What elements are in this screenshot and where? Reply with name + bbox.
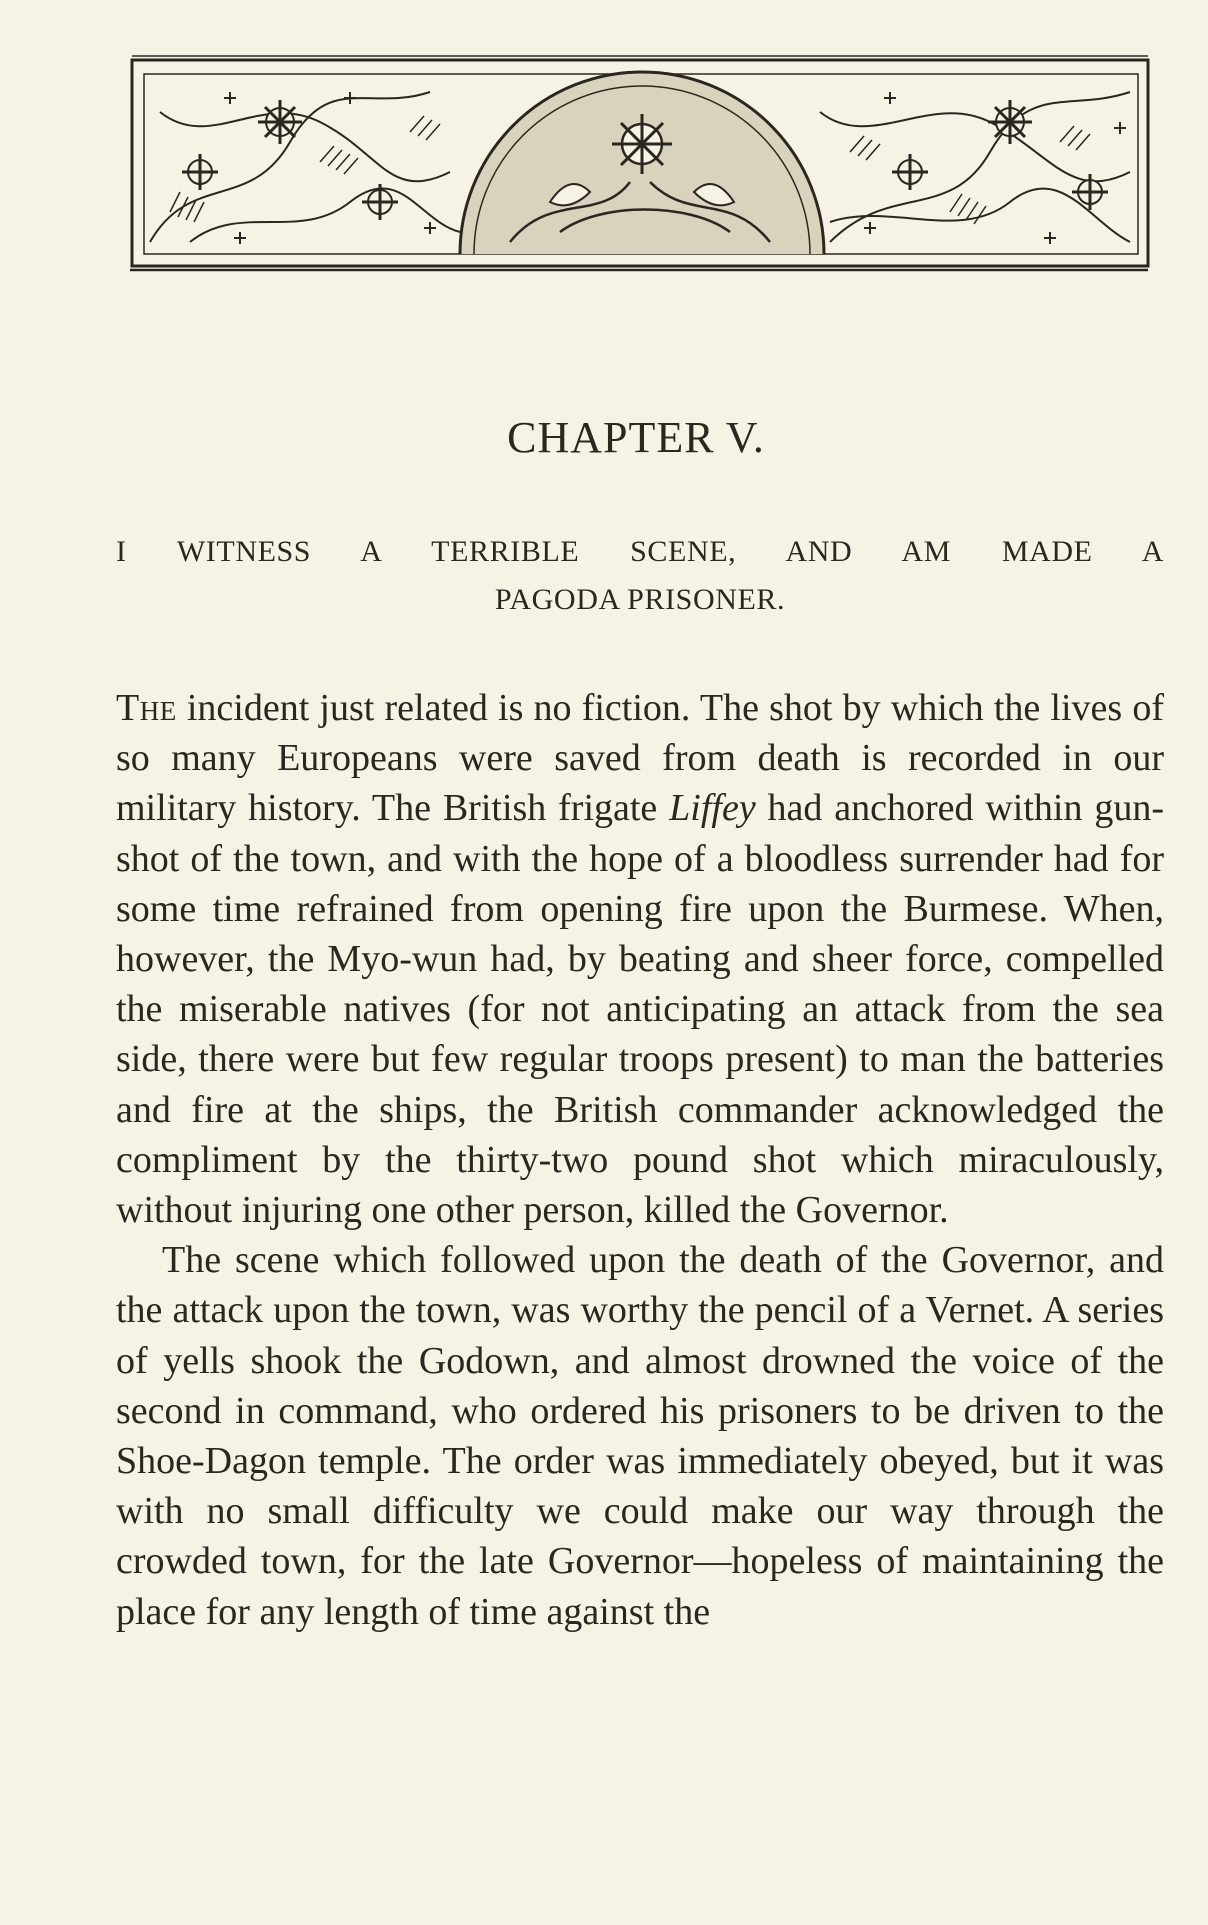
floral-ornament-icon [130,52,1150,274]
chapter-title: CHAPTER V. [507,413,765,462]
chapter-subtitle [116,528,1164,624]
chapter-subtitle-line-2: PAGODA PRISONER. [494,583,786,616]
paragraph-1-text-b: had anchored within gun-shot of the town, and with the hope of a bloodless surrender had for some time refrained from opening fire upon the Burmese. When, however, the Myo-wun had, by beating and sheer force, compelled the miserable natives (for not anticipating an attack from the sea side, there were but few regular troops present) to man the batteries and fire at the ships, the British commander acknowledged the compliment by the thirty-two pound shot which miraculously, without injuring one other person, killed the Governor. [116,787,1164,1232]
paragraph-1 [116,683,1164,1235]
paragraph-2: The scene which followed upon the death of the Governor, and the attack upon the town, was worthy the pencil of a Vernet. A series of yells shook the Godown, and almost drowned the voice of the second in command, who ordered his prisoners to be driven to the Shoe-Dagon temple. The order was immediately obeyed, but it was with no small difficulty we could make our way through the crowded town, for the late Governor—hopeless of maintaining the place for any length of time against the [116,1239,1164,1633]
decorative-headpiece [130,52,1150,274]
chapter-body [116,683,1164,1637]
paragraph-1-text-a: incident just related is no fiction. The shot by which the lives of so many Europeans were saved from death is recorded in our military history. The British frigate [116,687,1164,830]
chapter-subtitle-line-1: I WITNESS A TERRIBLE SCENE, AND AM MADE A [116,535,1164,568]
ship-name: Liffey [669,787,756,830]
paragraph-1-lead-word: The [116,687,177,729]
